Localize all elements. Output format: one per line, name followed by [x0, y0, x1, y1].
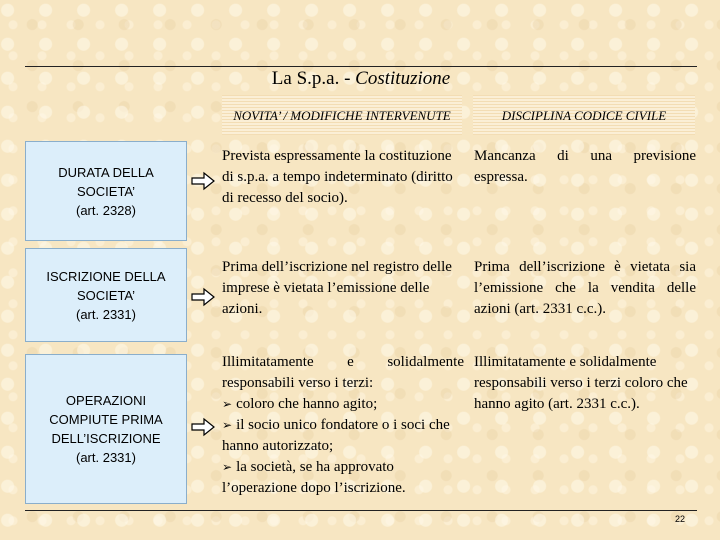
row-label-line: DELL’ISCRIZIONE [51, 431, 161, 446]
row-article: (art. 2331) [76, 450, 136, 465]
arrow-icon [190, 170, 216, 192]
novita-cell: Prevista espressamente la costituzione di s.p.a. a tempo indeterminato (diritto di recesso del socio). [222, 148, 453, 206]
bottom-rule [25, 510, 697, 511]
codice-cell: Illimitatamente e solidalmente responsabili verso i terzi coloro che hanno agito (art. 2331 c.c.). [474, 354, 688, 412]
page-title [25, 67, 697, 91]
novita-bullet: ➢ coloro che hanno agito; [222, 394, 464, 415]
row-article: (art. 2331) [76, 306, 136, 322]
column-header-codice [473, 95, 695, 135]
page-number: 22 [674, 514, 685, 524]
row-label-line: SOCIETA’ [76, 287, 136, 303]
row-label-line: DURATA DELLA [58, 164, 154, 180]
row-label-durata [25, 141, 187, 241]
row-article: (art. 2328) [76, 202, 136, 218]
row-label-line: ISCRIZIONE DELLA [46, 268, 166, 284]
title-emphasis: Costituzione [355, 68, 451, 89]
row-label-line: OPERAZIONI [65, 393, 147, 408]
novita-bullet: ➢ la società, se ha approvato l’operazione dopo l’iscrizione. [222, 457, 464, 499]
column-header-novita-text: NOVITA’ / MODIFICHE INTERVENUTE [233, 107, 451, 123]
codice-cell: Mancanza di una previsione espressa. [474, 148, 696, 185]
novita-cell [222, 352, 464, 499]
title-prefix: La S.p.a. - [271, 68, 356, 89]
column-header-novita [222, 95, 462, 135]
novita-intro: Illimitatamente e solidalmente responsabili verso i terzi: [222, 354, 464, 391]
row-label-line: SOCIETA’ [76, 183, 136, 199]
row-label-iscrizione [25, 248, 187, 342]
row-label-line: COMPIUTE PRIMA [49, 412, 163, 427]
arrow-icon [190, 286, 216, 308]
novita-cell: Prima dell’iscrizione nel registro delle imprese è vietata l’emissione delle azioni. [222, 259, 452, 317]
codice-cell: Prima dell’iscrizione è vietata sia l’emissione che la vendita delle azioni (art. 2331 c.c.). [474, 259, 696, 317]
arrow-icon [190, 416, 216, 438]
column-header-codice-text: DISCIPLINA CODICE CIVILE [501, 107, 667, 123]
row-label-operazioni [25, 354, 187, 504]
novita-bullet: ➢ il socio unico fondatore o i soci che hanno autorizzato; [222, 415, 464, 457]
